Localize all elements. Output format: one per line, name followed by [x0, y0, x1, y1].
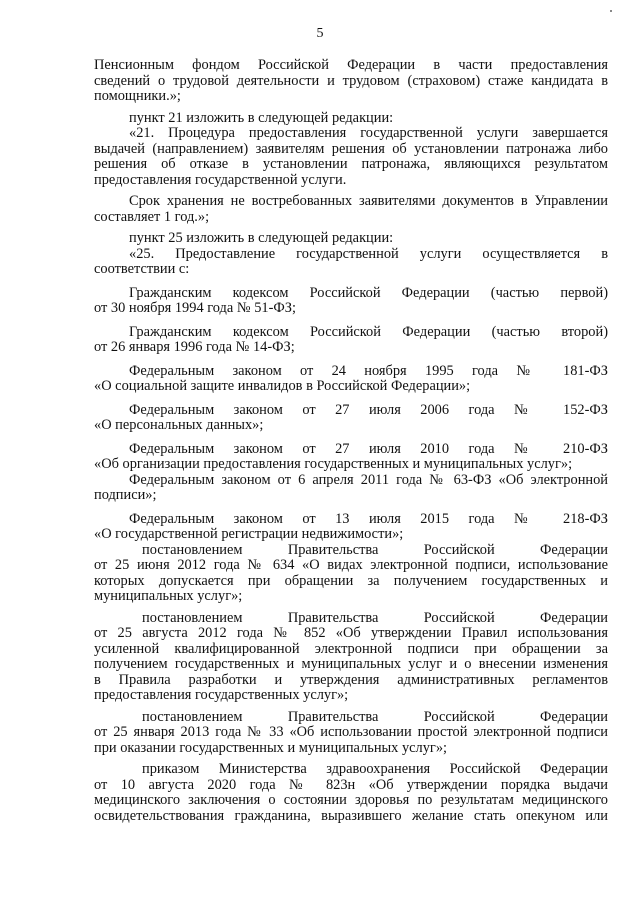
legal-act-decree-634-line: от 25 июня 2012 года № 634 «О видах электронной подписи, использование — [94, 557, 608, 573]
legal-act-decree-852-line: от 25 августа 2012 года № 852 «Об утверждении Правил использования — [94, 625, 608, 641]
legal-act-civil-code-1-line: от 30 ноября 1994 года № 51-ФЗ; — [94, 300, 296, 316]
legal-act-civil-code-1: Гражданским кодексом Российской Федерации (частью первой) — [129, 284, 608, 301]
legal-act-decree-33-line: от 25 января 2013 года № 33 «Об использовании простой электронной подписи — [94, 724, 608, 740]
legal-act-152-fz-line: «О персональных данных»; — [94, 417, 264, 433]
legal-act-218-fz-line: «О государственной регистрации недвижимости»; — [94, 526, 404, 542]
legal-act-civil-code-2-line: от 26 января 1996 года № 14-ФЗ; — [94, 339, 295, 355]
legal-act-order-823n-line: медицинского заключения о состоянии здоровья по результатам медицинского — [94, 792, 608, 808]
legal-act-210-fz-line: «Об организации предоставления государственных и муниципальных услуг»; — [94, 456, 573, 472]
legal-act-210-fz: Федеральным законом от 27 июля 2010 года № 210-ФЗ — [129, 440, 608, 457]
paragraph-pension-fund-line: сведений о трудовой деятельности и трудовом (страховом) стаже кандидата в — [94, 72, 608, 89]
paragraph-pension-fund-line: помощники.»; — [94, 88, 181, 104]
legal-act-181-fz: Федеральным законом от 24 ноября 1995 года № 181-ФЗ — [129, 362, 608, 379]
page-number: 5 — [316, 26, 324, 41]
paragraph-pension-fund: Пенсионным фондом Российской Федерации в части предоставления — [94, 57, 608, 73]
legal-act-decree-852-line: получением государственных и муниципальных услуг и о внесении изменения — [94, 656, 608, 672]
paragraph-item-21-line: решения об отказе в установлении патронажа, являющихся результатом — [94, 156, 608, 172]
legal-act-decree-634-line: которых допускается при обращении за получением государственных и — [94, 572, 608, 589]
legal-act-decree-634-line: муниципальных услуг»; — [94, 588, 243, 604]
legal-act-decree-33: постановлением Правительства Российской Федерации — [142, 708, 608, 725]
legal-act-decree-33-line: при оказании государственных и муниципальных услуг»; — [94, 739, 448, 756]
paragraph-item-25-line: соответствии с: — [94, 261, 190, 277]
legal-act-63-fz-line: подписи»; — [94, 487, 157, 503]
legal-act-181-fz-line: «О социальной защите инвалидов в Российской Федерации»; — [94, 378, 471, 394]
legal-act-order-823n-line: от 10 августа 2020 года № 823н «Об утверждении порядка выдачи — [94, 776, 608, 793]
legal-act-decree-634: постановлением Правительства Российской Федерации — [142, 541, 608, 558]
legal-act-decree-852-line: в Правила разработки и утверждения административных регламентов — [94, 671, 608, 688]
legal-act-order-823n: приказом Министерства здравоохранения Российской Федерации — [142, 761, 608, 777]
paragraph-item-25: «25. Предоставление государственной услуги осуществляется в — [129, 245, 608, 262]
legal-act-63-fz: Федеральным законом от 6 апреля 2011 года № 63-ФЗ «Об электронной — [129, 471, 608, 488]
legal-act-decree-852-line: предоставления государственных услуг»; — [94, 687, 349, 703]
paragraph-item-21-line: выдачей (направлением) заявителям решения об установлении патронажа либо — [94, 140, 608, 157]
scan-dot — [610, 10, 612, 12]
paragraph-storage-term: Срок хранения не востребованных заявителями документов в Управлении — [129, 193, 608, 209]
legal-act-152-fz: Федеральным законом от 27 июля 2006 года № 152-ФЗ — [129, 401, 608, 418]
legal-act-civil-code-2: Гражданским кодексом Российской Федерации (частью второй) — [129, 323, 608, 340]
paragraph-item-25-intro: пункт 25 изложить в следующей редакции: — [129, 230, 394, 246]
paragraph-item-21-line: предоставления государственной услуги. — [94, 171, 347, 188]
document-body — [94, 58, 608, 824]
paragraph-item-21: «21. Процедура предоставления государственной услуги завершается — [129, 125, 608, 141]
paragraph-storage-term-line: составляет 1 год.»; — [94, 208, 210, 225]
legal-act-decree-852: постановлением Правительства Российской Федерации — [142, 609, 608, 626]
legal-act-decree-852-line: усиленной квалифицированной электронной подписи при обращении за — [94, 640, 608, 657]
paragraph-item-21-intro: пункт 21 изложить в следующей редакции: — [129, 109, 394, 126]
legal-act-order-823n-line: освидетельствования гражданина, выразившего желание стать опекуном или — [94, 807, 608, 824]
legal-act-218-fz: Федеральным законом от 13 июля 2015 года № 218-ФЗ — [129, 510, 608, 527]
